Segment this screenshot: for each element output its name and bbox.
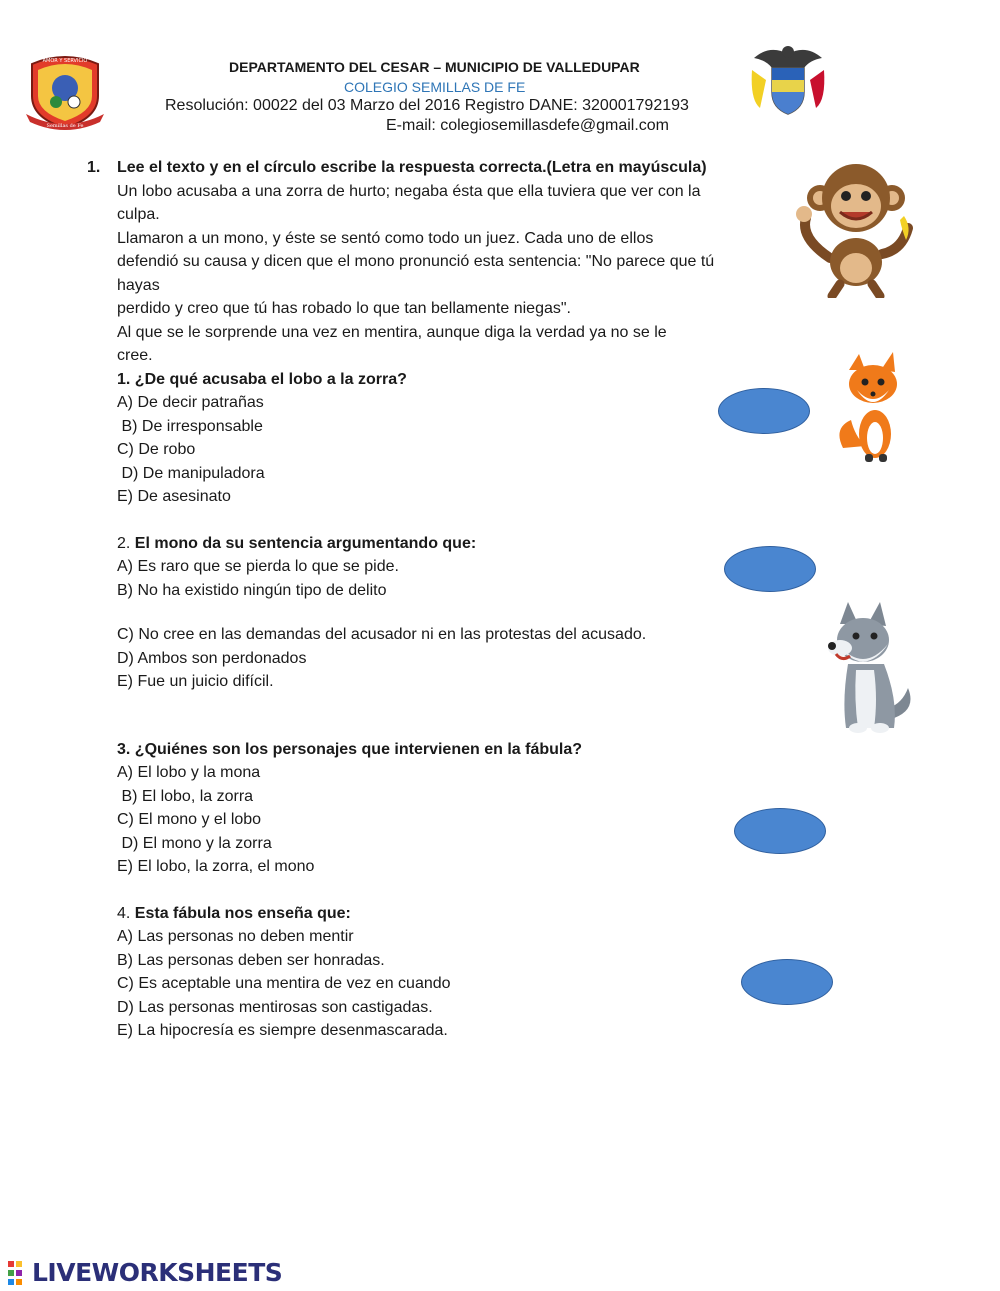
- instruction: [87, 156, 737, 180]
- question-3: 3. ¿Quiénes son los personajes que intervienen en la fábula?: [117, 740, 583, 758]
- answer-oval-q3[interactable]: [734, 808, 826, 854]
- q3-option: D) El mono y la zorra: [117, 834, 272, 852]
- header-resolution: Resolución: 00022 del 03 Marzo del 2016 Registro DANE: 320001792193: [165, 97, 689, 114]
- monkey-illustration: [790, 158, 925, 298]
- liveworksheets-icon: [8, 1261, 30, 1285]
- q3-option: E) El lobo, la zorra, el mono: [117, 858, 315, 875]
- q2-option: A) Es raro que se pierda lo que se pide.: [117, 558, 399, 575]
- q4-option: E) La hipocresía es siempre desenmascarada.: [117, 1022, 448, 1039]
- q2-option: D) Ambos son perdonados: [117, 649, 307, 667]
- header-department: DEPARTAMENTO DEL CESAR – MUNICIPIO DE VALLEDUPAR: [229, 59, 640, 75]
- q4-option: A) Las personas no deben mentir: [117, 928, 354, 945]
- question-2: [117, 532, 737, 556]
- worksheet-content: [87, 156, 737, 1043]
- answer-oval-q1[interactable]: [718, 388, 810, 434]
- q1-option: C) De robo: [117, 441, 196, 458]
- header-school-name: COLEGIO SEMILLAS DE FE: [344, 79, 526, 95]
- instruction-text: Lee el texto y en el círculo escribe la respuesta correcta.(Letra en mayúscula): [117, 159, 707, 176]
- q4-option: B) Las personas deben ser honradas.: [117, 951, 385, 969]
- story-line: cree.: [117, 347, 153, 364]
- q1-option: D) De manipuladora: [117, 464, 265, 482]
- q3-option: A) El lobo y la mona: [117, 764, 261, 781]
- q1-option: E) De asesinato: [117, 488, 231, 505]
- question-1: 1. ¿De qué acusaba el lobo a la zorra?: [117, 370, 407, 388]
- q4-option: C) Es aceptable una mentira de vez en cuando: [117, 975, 451, 992]
- q3-option: C) El mono y el lobo: [117, 811, 262, 828]
- story-line: Llamaron a un mono, y éste se sentó como todo un juez. Cada uno de ellos: [117, 229, 654, 247]
- coat-of-arms-logo: [750, 40, 826, 120]
- q2-option: B) No ha existido ningún tipo de delito: [117, 581, 387, 599]
- q1-option: A) De decir patrañas: [117, 394, 264, 411]
- liveworksheets-text: LIVEWORKSHEETS: [32, 1258, 283, 1287]
- liveworksheets-logo: [8, 1258, 282, 1287]
- school-seal-logo: [24, 50, 106, 132]
- story-line: hayas: [117, 276, 160, 294]
- header-email: E-mail: colegiosemillasdefe@gmail.com: [386, 117, 670, 134]
- answer-oval-q4[interactable]: [741, 959, 833, 1005]
- answer-oval-q2[interactable]: [724, 546, 816, 592]
- wolf-illustration: [818, 600, 918, 734]
- q2-option: E) Fue un juicio difícil.: [117, 673, 274, 690]
- q1-option: B) De irresponsable: [117, 417, 263, 435]
- question-4-number: 4.: [117, 904, 131, 922]
- question-4: [117, 902, 737, 926]
- story-line: Al que se le sorprende una vez en mentira, aunque diga la verdad ya no se le: [117, 323, 667, 341]
- story-line: Un lobo acusaba a una zorra de hurto; negaba ésta que ella tuviera que ver con la: [117, 182, 701, 200]
- q4-option: D) Las personas mentirosas son castigadas.: [117, 998, 433, 1016]
- question-2-text: El mono da su sentencia argumentando que:: [134, 534, 477, 552]
- story-line: perdido y creo que tú has robado lo que tan bellamente niegas".: [117, 300, 571, 317]
- seal-top-text: AMOR Y SERVICIO: [42, 58, 88, 64]
- q2-option: C) No cree en las demandas del acusador ni en las protestas del acusado.: [117, 626, 647, 643]
- seal-bottom-text: Semillas de Fe: [46, 123, 84, 129]
- question-4-text: Esta fábula nos enseña que:: [134, 904, 351, 922]
- q3-option: B) El lobo, la zorra: [117, 787, 254, 805]
- story-line: culpa.: [117, 206, 160, 223]
- instruction-number: 1.: [87, 159, 101, 176]
- fox-illustration: [835, 350, 907, 465]
- question-2-number: 2.: [117, 534, 131, 552]
- story-line: defendió su causa y dicen que el mono pronunció esta sentencia: "No parece que tú: [117, 253, 715, 270]
